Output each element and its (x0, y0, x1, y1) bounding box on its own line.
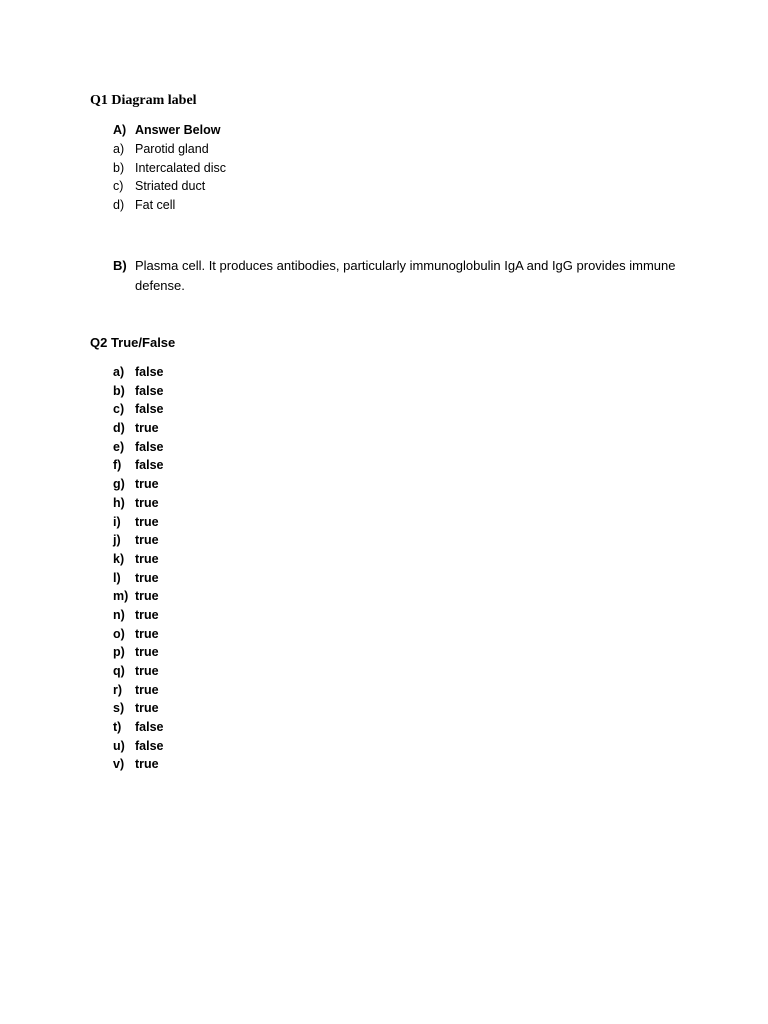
q1-label-item (113, 160, 226, 176)
list-item (113, 550, 164, 569)
list-item (113, 606, 164, 625)
list-item (113, 681, 164, 700)
list-marker: j) (113, 533, 121, 548)
list-marker: b) (113, 160, 125, 175)
q1-title: Q1 Diagram label (90, 93, 197, 108)
list-marker: d) (113, 421, 125, 436)
list-marker: k) (113, 551, 125, 566)
list-item (113, 531, 164, 550)
list-marker: p) (113, 645, 125, 660)
answer-text: true (135, 477, 159, 492)
list-marker: o) (113, 626, 125, 641)
answer-text: true (135, 570, 159, 585)
list-item (113, 382, 164, 401)
list-marker: g) (113, 477, 125, 492)
list-item (113, 438, 164, 457)
list-marker: t) (113, 720, 122, 735)
list-item (113, 475, 164, 494)
list-item (113, 699, 164, 718)
list-item (113, 625, 164, 644)
q1-part-a-heading (113, 122, 220, 138)
list-marker: B) (113, 258, 127, 273)
answer-text: true (135, 645, 159, 660)
list-marker: q) (113, 664, 125, 678)
part-b-answer-text: Plasma cell. It produces antibodies, particularly immunoglobulin IgA and IgG provides immune defense. (135, 258, 676, 293)
answer-text: true (135, 421, 159, 436)
answer-text: false (135, 439, 164, 454)
list-item (113, 363, 164, 382)
answer-text: true (135, 533, 159, 548)
label-text: Fat cell (135, 197, 176, 212)
list-marker: r) (113, 682, 123, 697)
list-item (113, 456, 164, 475)
answer-text: false (135, 365, 164, 379)
answer-text: false (135, 720, 164, 735)
list-item (113, 419, 164, 438)
list-marker: a) (113, 142, 125, 156)
q1-label-item (113, 141, 209, 157)
label-text: Intercalated disc (135, 160, 227, 175)
answer-text: false (135, 458, 164, 473)
list-marker: n) (113, 607, 125, 622)
list-marker: a) (113, 365, 125, 379)
true-false-list (113, 363, 164, 774)
list-item (113, 643, 164, 662)
list-marker: l) (113, 570, 121, 585)
list-marker: h) (113, 495, 125, 510)
answer-text: true (135, 551, 159, 566)
list-marker: f) (113, 458, 122, 473)
list-item (113, 513, 164, 532)
list-marker: b) (113, 383, 125, 398)
answer-text: true (135, 701, 159, 716)
answer-text: true (135, 514, 159, 529)
list-item (113, 587, 164, 606)
answer-text: true (135, 664, 159, 678)
answer-text: true (135, 626, 159, 641)
list-marker: s) (113, 701, 125, 716)
list-item (113, 755, 164, 774)
list-marker: u) (113, 738, 125, 753)
list-item (113, 718, 164, 737)
answer-text: true (135, 682, 159, 697)
part-a-heading-text: Answer Below (135, 123, 221, 137)
list-item (113, 569, 164, 588)
answer-text: true (135, 757, 159, 772)
list-item (113, 737, 164, 756)
list-marker: i) (113, 514, 121, 529)
answer-text: false (135, 738, 164, 753)
list-item (113, 662, 164, 681)
answer-text: false (135, 402, 164, 417)
label-text: Striated duct (135, 179, 206, 193)
q2-title: Q2 True/False (90, 335, 176, 350)
answer-text: false (135, 383, 164, 398)
list-marker: m) (113, 589, 129, 604)
label-text: Parotid gland (135, 142, 209, 156)
answer-text: true (135, 495, 159, 510)
list-marker: A) (113, 123, 127, 137)
list-item (113, 494, 164, 513)
list-marker: e) (113, 439, 125, 454)
list-marker: v) (113, 757, 125, 772)
list-marker: d) (113, 197, 125, 212)
answer-text: true (135, 607, 159, 622)
q1-label-item (113, 197, 175, 213)
list-marker: c) (113, 179, 124, 193)
q1-part-b (113, 256, 693, 296)
q1-label-item (113, 178, 205, 194)
list-marker: c) (113, 402, 125, 417)
list-item (113, 400, 164, 419)
answer-text: true (135, 589, 159, 604)
